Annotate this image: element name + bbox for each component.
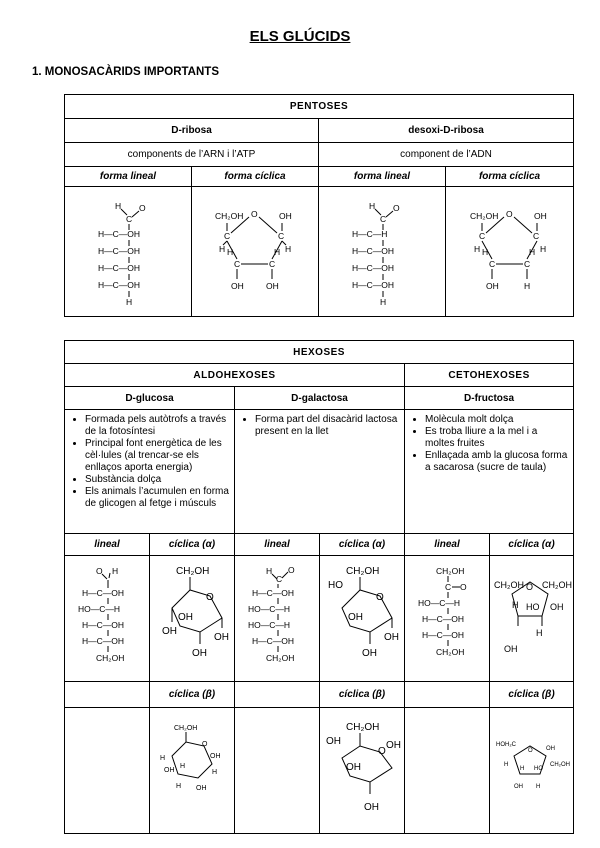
svg-text:HO: HO xyxy=(526,601,540,612)
svg-text:H: H xyxy=(285,243,292,254)
svg-text:O: O xyxy=(505,208,513,219)
svg-text:H—C—OH: H—C—OH xyxy=(82,587,125,598)
svg-text:HO: HO xyxy=(328,579,343,591)
svg-text:O: O xyxy=(378,745,386,757)
page-title: ELS GLÚCIDS xyxy=(249,28,351,45)
svg-text:H: H xyxy=(512,599,519,610)
svg-text:OH: OH xyxy=(533,210,547,221)
svg-text:C: C xyxy=(234,258,241,269)
pentoses-header: PENTOSES xyxy=(65,95,574,119)
svg-text:O: O xyxy=(526,581,534,592)
cetohexoses-header: CETOHEXOSES xyxy=(405,364,574,387)
svg-text:H: H xyxy=(520,765,525,772)
svg-text:H: H xyxy=(523,280,530,291)
svg-text:C: C xyxy=(523,258,530,269)
svg-text:HO—C—H: HO—C—H xyxy=(78,603,121,614)
svg-text:O: O xyxy=(528,747,533,754)
desoxi-ciclica-structure xyxy=(446,187,574,317)
svg-text:CH₂OH: CH₂OH xyxy=(215,210,244,221)
fructosa-alpha-svg xyxy=(490,560,574,678)
svg-text:OH: OH xyxy=(266,280,279,291)
glucosa-item: • Principal font energètica de les cèl·lules (al trencar-se els enllaços aporta energia) xyxy=(85,438,230,474)
svg-text:H—C—OH: H—C—OH xyxy=(98,262,141,273)
svg-text:CH₂OH: CH₂OH xyxy=(469,210,498,221)
svg-text:HO—C—H: HO—C—H xyxy=(418,597,461,608)
svg-text:HO—C—H: HO—C—H xyxy=(248,603,291,614)
ribosa-ciclica-label: forma cíclica xyxy=(192,167,319,187)
galactosa-lineal-label: lineal xyxy=(235,534,320,556)
fructosa-item: • Molècula molt dolça xyxy=(425,414,569,426)
svg-text:OH: OH xyxy=(164,766,175,774)
fructosa-lineal-svg xyxy=(412,560,482,678)
svg-text:C: C xyxy=(278,230,285,241)
galactosa-lineal-structure xyxy=(235,556,320,682)
svg-text:H: H xyxy=(536,783,541,790)
svg-text:OH: OH xyxy=(550,601,564,612)
svg-text:OH: OH xyxy=(196,784,207,792)
svg-text:CH₂OH: CH₂OH xyxy=(494,579,524,590)
glucosa-beta-spacer xyxy=(65,708,150,834)
svg-text:H—C—H: H—C—H xyxy=(352,228,388,239)
svg-text:CH₂OH: CH₂OH xyxy=(346,721,380,733)
svg-text:OH: OH xyxy=(162,625,177,637)
glucosa-alpha-label: cíclica (α) xyxy=(150,534,235,556)
fructosa-lineal-structure xyxy=(405,556,490,682)
svg-text:O: O xyxy=(376,591,384,603)
svg-text:O: O xyxy=(139,202,146,213)
galactosa-lineal-svg xyxy=(242,560,312,678)
ribosa-name: D-ribosa xyxy=(65,119,319,143)
galactosa-description xyxy=(235,410,405,534)
svg-text:H: H xyxy=(369,200,376,211)
svg-text:H: H xyxy=(481,246,488,257)
desoxiribosa-role: component de l’ADN xyxy=(319,143,574,167)
svg-text:HOH₂C: HOH₂C xyxy=(496,741,516,748)
svg-text:H: H xyxy=(380,296,387,307)
svg-text:H: H xyxy=(528,246,535,257)
ribosa-lineal-label: forma lineal xyxy=(65,167,192,187)
svg-text:H—C—OH: H—C—OH xyxy=(82,619,125,630)
fructosa-name: D-fructosa xyxy=(405,387,574,410)
svg-text:C: C xyxy=(532,230,539,241)
svg-text:O: O xyxy=(288,564,295,575)
desoxi-ciclica-svg xyxy=(460,197,560,307)
svg-text:O: O xyxy=(460,581,467,592)
svg-text:H: H xyxy=(219,243,226,254)
glucosa-item: • Els animals l’acumulen en forma de glicogen al fetge i músculs xyxy=(85,486,230,510)
svg-text:OH: OH xyxy=(192,647,207,659)
ribosa-ciclica-svg xyxy=(205,197,305,307)
galactosa-alpha-structure xyxy=(320,556,405,682)
galactosa-beta-spacer-label xyxy=(235,682,320,708)
svg-text:C: C xyxy=(276,573,283,584)
svg-text:CH₂OH: CH₂OH xyxy=(436,565,465,576)
fructosa-beta-spacer-label xyxy=(405,682,490,708)
svg-text:OH: OH xyxy=(514,783,523,790)
svg-text:OH: OH xyxy=(504,643,518,654)
svg-text:C: C xyxy=(488,258,495,269)
svg-text:OH: OH xyxy=(326,735,341,747)
fructosa-item: • Es troba lliure a la mel i a moltes fruites xyxy=(425,426,569,450)
galactosa-item: • Forma part del disacàrid lactosa present en la llet xyxy=(255,414,400,438)
svg-text:H: H xyxy=(126,296,133,307)
svg-text:H: H xyxy=(539,243,546,254)
fructosa-beta-label: cíclica (β) xyxy=(490,682,574,708)
fructosa-alpha-structure xyxy=(490,556,574,682)
svg-text:OH: OH xyxy=(178,611,193,623)
svg-text:OH: OH xyxy=(346,761,361,773)
glucosa-beta-spacer-label xyxy=(65,682,150,708)
desoxiribosa-name: desoxi-D-ribosa xyxy=(319,119,574,143)
svg-text:H—C—OH: H—C—OH xyxy=(252,587,295,598)
desoxi-lineal-svg xyxy=(347,197,417,307)
svg-text:HO: HO xyxy=(534,765,543,772)
fructosa-lineal-label: lineal xyxy=(405,534,490,556)
svg-text:H: H xyxy=(266,565,273,576)
glucosa-description xyxy=(65,410,235,534)
desoxi-lineal-structure xyxy=(319,187,446,317)
svg-text:O: O xyxy=(251,208,258,219)
desoxi-ciclica-label: forma cíclica xyxy=(446,167,574,187)
svg-text:O: O xyxy=(206,591,214,603)
svg-text:H—C—OH: H—C—OH xyxy=(98,228,141,239)
glucosa-name: D-glucosa xyxy=(65,387,235,410)
svg-text:H—C—OH: H—C—OH xyxy=(98,245,141,256)
glucosa-item: • Substància dolça xyxy=(85,474,230,486)
svg-text:OH: OH xyxy=(210,752,221,760)
svg-text:C: C xyxy=(445,581,452,592)
svg-text:H—C—OH: H—C—OH xyxy=(82,635,125,646)
svg-text:CH₂OH: CH₂OH xyxy=(346,565,380,577)
hexoses-header: HEXOSES xyxy=(65,341,574,364)
svg-text:O: O xyxy=(96,565,103,576)
galactosa-beta-svg xyxy=(320,716,404,826)
fructosa-beta-svg xyxy=(490,716,574,826)
galactosa-beta-structure xyxy=(320,708,405,834)
svg-text:OH: OH xyxy=(384,631,399,643)
svg-text:H—C—OH: H—C—OH xyxy=(352,245,395,256)
fructosa-beta-spacer xyxy=(405,708,490,834)
svg-text:O: O xyxy=(202,740,208,748)
svg-text:HO—C—H: HO—C—H xyxy=(248,619,291,630)
svg-text:CH₂OH: CH₂OH xyxy=(550,761,570,768)
svg-text:OH: OH xyxy=(362,647,377,659)
svg-text:H: H xyxy=(536,627,543,638)
section-heading: 1. MONOSACÀRIDS IMPORTANTS xyxy=(32,66,219,78)
svg-text:H—C—OH: H—C—OH xyxy=(422,613,465,624)
galactosa-name: D-galactosa xyxy=(235,387,405,410)
svg-text:CH₂OH: CH₂OH xyxy=(176,565,210,577)
pentoses-table xyxy=(64,94,574,317)
glucosa-beta-structure xyxy=(150,708,235,834)
svg-text:CH₂OH: CH₂OH xyxy=(266,652,295,663)
svg-text:C: C xyxy=(478,230,485,241)
svg-text:OH: OH xyxy=(231,280,244,291)
svg-text:H: H xyxy=(160,754,166,762)
fructosa-item: • Enllaçada amb la glucosa forma a sacarosa (sucre de taula) xyxy=(425,450,569,474)
ribosa-lineal-structure xyxy=(65,187,192,317)
svg-text:OH: OH xyxy=(214,631,229,643)
svg-text:H—C—OH: H—C—OH xyxy=(98,279,141,290)
fructosa-alpha-label: cíclica (α) xyxy=(490,534,574,556)
galactosa-beta-spacer xyxy=(235,708,320,834)
galactosa-alpha-svg xyxy=(320,560,404,678)
svg-text:H: H xyxy=(227,246,234,257)
svg-text:CH₂OH: CH₂OH xyxy=(436,646,465,657)
svg-text:O: O xyxy=(393,202,400,213)
svg-text:C: C xyxy=(269,258,276,269)
svg-text:H: H xyxy=(274,246,281,257)
svg-text:CH₂OH: CH₂OH xyxy=(96,652,125,663)
svg-text:OH: OH xyxy=(546,745,555,752)
glucosa-item: • Formada pels autòtrofs a través de la fotosíntesi xyxy=(85,414,230,438)
hexoses-table xyxy=(64,340,574,834)
svg-text:H: H xyxy=(504,761,509,768)
glucosa-beta-label: cíclica (β) xyxy=(150,682,235,708)
galactosa-alpha-label: cíclica (α) xyxy=(320,534,405,556)
svg-text:C: C xyxy=(224,230,231,241)
glucosa-lineal-structure xyxy=(65,556,150,682)
fructosa-beta-structure xyxy=(490,708,574,834)
svg-text:H: H xyxy=(112,565,119,576)
fructosa-description xyxy=(405,410,574,534)
ribosa-lineal-svg xyxy=(93,197,163,307)
svg-text:CH₂OH: CH₂OH xyxy=(542,579,572,590)
glucosa-beta-svg xyxy=(150,716,234,826)
svg-text:H: H xyxy=(115,200,122,211)
desoxi-lineal-label: forma lineal xyxy=(319,167,446,187)
svg-text:H: H xyxy=(180,762,186,770)
glucosa-lineal-svg xyxy=(72,560,142,678)
glucosa-alpha-svg xyxy=(150,560,234,678)
glucosa-alpha-structure xyxy=(150,556,235,682)
glucosa-lineal-label: lineal xyxy=(65,534,150,556)
svg-text:OH: OH xyxy=(364,801,379,813)
svg-text:OH: OH xyxy=(485,280,499,291)
galactosa-beta-label: cíclica (β) xyxy=(320,682,405,708)
ribosa-role: components de l’ARN i l’ATP xyxy=(65,143,319,167)
svg-text:OH: OH xyxy=(386,739,401,751)
svg-text:OH: OH xyxy=(279,210,292,221)
aldohexoses-header: ALDOHEXOSES xyxy=(65,364,405,387)
svg-text:H: H xyxy=(212,768,218,776)
svg-text:H—C—OH: H—C—OH xyxy=(352,262,395,273)
svg-text:H: H xyxy=(473,243,480,254)
svg-text:CH₂OH: CH₂OH xyxy=(174,724,198,732)
svg-text:H—C—OH: H—C—OH xyxy=(252,635,295,646)
svg-text:H—C—OH: H—C—OH xyxy=(352,279,395,290)
svg-text:C: C xyxy=(126,213,133,224)
svg-text:H—C—OH: H—C—OH xyxy=(422,629,465,640)
svg-text:OH: OH xyxy=(348,611,363,623)
svg-text:H: H xyxy=(176,782,182,790)
ribosa-ciclica-structure xyxy=(192,187,319,317)
svg-text:C: C xyxy=(380,213,387,224)
